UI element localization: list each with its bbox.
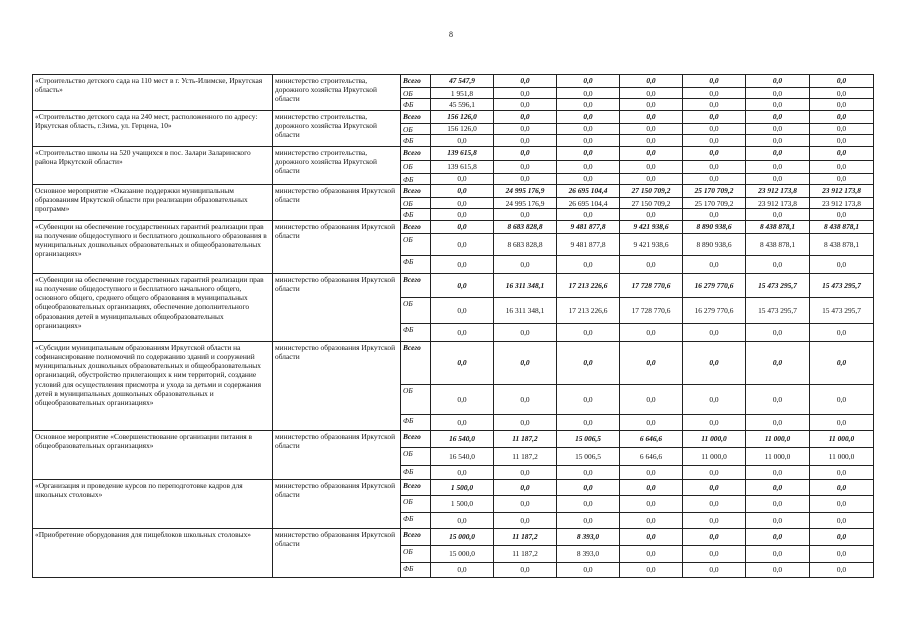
executor: министерство строительства, дорожного хозяйства Иркутской области: [273, 110, 401, 146]
amount-cell: 11 000,0: [683, 430, 746, 447]
amount-cell: 0,0: [494, 323, 557, 341]
amount-cell: 24 995 176,9: [494, 198, 557, 209]
amount-cell: 0,0: [431, 512, 494, 528]
amount-cell: 0,0: [810, 562, 874, 577]
amount-cell: 0,0: [683, 479, 746, 495]
amount-cell: 0,0: [683, 110, 746, 123]
measure-name: «Организация и проведение курсов по переподготовке кадров для школьных столовых»: [33, 479, 273, 528]
amount-cell: 0,0: [557, 123, 620, 134]
measure-name: «Субвенции на обеспечение государственных гарантий реализации прав на получение общедоступного и бесплатного начального общего, основного общего, среднего общего образования в муниципальных общеобразовательных организациях, обеспечение дополнительного образования детей в муниципальных общеобразовательных организациях»: [33, 273, 273, 341]
budget-table: [32, 74, 874, 578]
amount-cell: 0,0: [494, 341, 557, 384]
amount-cell: 0,0: [557, 495, 620, 512]
amount-cell: 15 473 295,7: [746, 297, 810, 323]
amount-cell: 9 421 938,6: [620, 220, 683, 233]
funding-source: ОБ: [401, 233, 431, 255]
amount-cell: 0,0: [431, 185, 494, 198]
funding-source: Всего: [401, 75, 431, 88]
table-row: [33, 110, 874, 123]
amount-cell: 11 187,2: [494, 528, 557, 545]
amount-cell: 0,0: [810, 323, 874, 341]
amount-cell: 0,0: [683, 123, 746, 134]
amount-cell: 0,0: [746, 209, 810, 220]
amount-cell: 11 000,0: [810, 447, 874, 465]
amount-cell: 0,0: [557, 146, 620, 160]
amount-cell: 0,0: [431, 465, 494, 479]
amount-cell: 16 540,0: [431, 447, 494, 465]
amount-cell: 0,0: [431, 198, 494, 209]
executor: министерство образования Иркутской области: [273, 273, 401, 341]
amount-cell: 15 473 295,7: [746, 273, 810, 297]
amount-cell: 0,0: [683, 512, 746, 528]
amount-cell: 8 683 828,8: [494, 220, 557, 233]
amount-cell: 0,0: [557, 99, 620, 110]
funding-source: ОБ: [401, 88, 431, 99]
funding-source: Всего: [401, 110, 431, 123]
amount-cell: 11 000,0: [746, 430, 810, 447]
amount-cell: 27 150 709,2: [620, 185, 683, 198]
amount-cell: 8 890 938,6: [683, 220, 746, 233]
amount-cell: 0,0: [494, 135, 557, 146]
amount-cell: 0,0: [683, 323, 746, 341]
amount-cell: 0,0: [683, 160, 746, 173]
funding-source: ФБ: [401, 414, 431, 430]
amount-cell: 8 683 828,8: [494, 233, 557, 255]
executor: министерство строительства, дорожного хозяйства Иркутской области: [273, 75, 401, 111]
funding-source: ОБ: [401, 384, 431, 414]
amount-cell: 0,0: [810, 528, 874, 545]
amount-cell: 16 279 770,6: [683, 297, 746, 323]
amount-cell: 0,0: [620, 384, 683, 414]
amount-cell: 0,0: [557, 160, 620, 173]
amount-cell: 0,0: [810, 545, 874, 562]
amount-cell: 11 000,0: [746, 447, 810, 465]
funding-source: ОБ: [401, 297, 431, 323]
amount-cell: 0,0: [557, 479, 620, 495]
amount-cell: 15 473 295,7: [810, 273, 874, 297]
amount-cell: 0,0: [810, 495, 874, 512]
amount-cell: 8 438 878,1: [810, 220, 874, 233]
amount-cell: 0,0: [494, 99, 557, 110]
amount-cell: 0,0: [746, 135, 810, 146]
amount-cell: 0,0: [620, 528, 683, 545]
amount-cell: 0,0: [620, 512, 683, 528]
table-row: [33, 185, 874, 198]
amount-cell: 23 912 173,8: [810, 198, 874, 209]
amount-cell: 11 000,0: [810, 430, 874, 447]
amount-cell: 0,0: [810, 341, 874, 384]
amount-cell: 0,0: [746, 512, 810, 528]
amount-cell: 0,0: [683, 146, 746, 160]
amount-cell: 0,0: [494, 562, 557, 577]
funding-source: Всего: [401, 341, 431, 384]
measure-name: «Строительство детского сада на 240 мест, расположенного по адресу: Иркутская область, г.Зима, ул. Герцена, 10»: [33, 110, 273, 146]
amount-cell: 24 995 176,9: [494, 185, 557, 198]
table-row: [33, 273, 874, 297]
amount-cell: 15 000,0: [431, 545, 494, 562]
amount-cell: 23 912 173,8: [746, 198, 810, 209]
amount-cell: 45 596,1: [431, 99, 494, 110]
amount-cell: 156 126,0: [431, 123, 494, 134]
amount-cell: 9 421 938,6: [620, 233, 683, 255]
amount-cell: 0,0: [431, 273, 494, 297]
amount-cell: 0,0: [746, 160, 810, 173]
amount-cell: 0,0: [431, 135, 494, 146]
amount-cell: 0,0: [494, 209, 557, 220]
amount-cell: 11 000,0: [683, 447, 746, 465]
amount-cell: 0,0: [494, 512, 557, 528]
funding-source: ФБ: [401, 512, 431, 528]
funding-source: ОБ: [401, 495, 431, 512]
amount-cell: 0,0: [683, 495, 746, 512]
amount-cell: 0,0: [620, 323, 683, 341]
amount-cell: 0,0: [620, 479, 683, 495]
amount-cell: 0,0: [746, 323, 810, 341]
amount-cell: 8 438 878,1: [810, 233, 874, 255]
amount-cell: 0,0: [557, 255, 620, 273]
amount-cell: 0,0: [557, 209, 620, 220]
funding-source: Всего: [401, 146, 431, 160]
measure-name: «Субсидии муниципальным образованиям Иркутской области на софинансирование полномочий по содержанию зданий и сооружений муниципальных дошкольных образовательных и общеобразовательных организаций, обустройство прилегающих к ним территорий, создание условий для осуществления присмотра и ухода за детьми и содержания детей в муниципальных дошкольных образовательных и общеобразовательных организациях»: [33, 341, 273, 430]
amount-cell: 16 311 348,1: [494, 297, 557, 323]
funding-source: Всего: [401, 528, 431, 545]
amount-cell: 0,0: [494, 160, 557, 173]
amount-cell: 0,0: [431, 173, 494, 184]
amount-cell: 0,0: [683, 255, 746, 273]
amount-cell: 0,0: [494, 465, 557, 479]
funding-source: ОБ: [401, 545, 431, 562]
amount-cell: 0,0: [557, 323, 620, 341]
executor: министерство строительства, дорожного хозяйства Иркутской области: [273, 146, 401, 184]
amount-cell: 0,0: [494, 110, 557, 123]
amount-cell: 17 728 770,6: [620, 273, 683, 297]
funding-source: ОБ: [401, 123, 431, 134]
funding-source: Всего: [401, 430, 431, 447]
amount-cell: 0,0: [746, 255, 810, 273]
amount-cell: 0,0: [746, 341, 810, 384]
amount-cell: 0,0: [557, 88, 620, 99]
amount-cell: 0,0: [683, 209, 746, 220]
amount-cell: 0,0: [494, 495, 557, 512]
table-row: [33, 75, 874, 88]
amount-cell: 0,0: [746, 414, 810, 430]
measure-name: «Субвенции на обеспечение государственных гарантий реализации прав на получение общедоступного и бесплатного дошкольного образования в муниципальных дошкольных образовательных и общеобразовательных организациях»: [33, 220, 273, 273]
amount-cell: 8 890 938,6: [683, 233, 746, 255]
amount-cell: 0,0: [431, 209, 494, 220]
amount-cell: 9 481 877,8: [557, 220, 620, 233]
amount-cell: 0,0: [620, 562, 683, 577]
executor: министерство образования Иркутской области: [273, 528, 401, 577]
measure-name: «Строительство детского сада на 110 мест в г. Усть-Илимске, Иркутская область»: [33, 75, 273, 111]
amount-cell: 0,0: [494, 255, 557, 273]
amount-cell: 0,0: [746, 88, 810, 99]
table-row: [33, 528, 874, 545]
amount-cell: 0,0: [810, 160, 874, 173]
amount-cell: 0,0: [557, 384, 620, 414]
amount-cell: 16 540,0: [431, 430, 494, 447]
amount-cell: 0,0: [746, 75, 810, 88]
funding-source: Всего: [401, 220, 431, 233]
amount-cell: 0,0: [494, 146, 557, 160]
amount-cell: 0,0: [620, 99, 683, 110]
amount-cell: 0,0: [683, 75, 746, 88]
amount-cell: 0,0: [746, 465, 810, 479]
amount-cell: 17 728 770,6: [620, 297, 683, 323]
amount-cell: 25 170 709,2: [683, 185, 746, 198]
amount-cell: 0,0: [557, 173, 620, 184]
amount-cell: 0,0: [683, 562, 746, 577]
amount-cell: 1 500,0: [431, 495, 494, 512]
amount-cell: 0,0: [431, 297, 494, 323]
amount-cell: 0,0: [620, 209, 683, 220]
amount-cell: 0,0: [431, 323, 494, 341]
amount-cell: 0,0: [431, 341, 494, 384]
amount-cell: 0,0: [494, 123, 557, 134]
amount-cell: 0,0: [620, 88, 683, 99]
amount-cell: 0,0: [746, 495, 810, 512]
amount-cell: 0,0: [494, 479, 557, 495]
amount-cell: 0,0: [746, 123, 810, 134]
funding-source: ФБ: [401, 135, 431, 146]
funding-source: Всего: [401, 479, 431, 495]
amount-cell: 0,0: [683, 465, 746, 479]
amount-cell: 0,0: [683, 414, 746, 430]
amount-cell: 0,0: [431, 220, 494, 233]
amount-cell: 0,0: [557, 341, 620, 384]
amount-cell: 26 695 104,4: [557, 185, 620, 198]
amount-cell: 0,0: [620, 495, 683, 512]
amount-cell: 0,0: [746, 562, 810, 577]
amount-cell: 17 213 226,6: [557, 297, 620, 323]
amount-cell: 0,0: [810, 123, 874, 134]
amount-cell: 0,0: [557, 75, 620, 88]
amount-cell: 0,0: [683, 545, 746, 562]
amount-cell: 8 393,0: [557, 528, 620, 545]
amount-cell: 0,0: [431, 562, 494, 577]
funding-source: Всего: [401, 273, 431, 297]
amount-cell: 0,0: [620, 110, 683, 123]
amount-cell: 25 170 709,2: [683, 198, 746, 209]
amount-cell: 0,0: [683, 341, 746, 384]
funding-source: ФБ: [401, 562, 431, 577]
funding-source: ОБ: [401, 160, 431, 173]
amount-cell: 0,0: [620, 135, 683, 146]
amount-cell: 1 500,0: [431, 479, 494, 495]
amount-cell: 0,0: [683, 135, 746, 146]
amount-cell: 0,0: [557, 414, 620, 430]
table-row: [33, 220, 874, 233]
amount-cell: 6 646,6: [620, 447, 683, 465]
amount-cell: 0,0: [494, 173, 557, 184]
amount-cell: 8 393,0: [557, 545, 620, 562]
amount-cell: 0,0: [683, 384, 746, 414]
amount-cell: 0,0: [683, 173, 746, 184]
funding-source: ФБ: [401, 209, 431, 220]
funding-source: ФБ: [401, 173, 431, 184]
amount-cell: 0,0: [557, 135, 620, 146]
funding-source: Всего: [401, 185, 431, 198]
amount-cell: 47 547,9: [431, 75, 494, 88]
funding-source: ОБ: [401, 447, 431, 465]
amount-cell: 17 213 226,6: [557, 273, 620, 297]
page-number: 8: [449, 30, 453, 39]
amount-cell: 0,0: [810, 384, 874, 414]
amount-cell: 0,0: [620, 414, 683, 430]
amount-cell: 11 187,2: [494, 447, 557, 465]
table-row: [33, 146, 874, 160]
amount-cell: 139 615,8: [431, 146, 494, 160]
amount-cell: 0,0: [810, 465, 874, 479]
funding-source: ФБ: [401, 99, 431, 110]
amount-cell: 0,0: [620, 545, 683, 562]
executor: министерство образования Иркутской области: [273, 341, 401, 430]
amount-cell: 0,0: [620, 160, 683, 173]
amount-cell: 0,0: [494, 384, 557, 414]
table-row: [33, 341, 874, 384]
funding-source: ФБ: [401, 465, 431, 479]
amount-cell: 27 150 709,2: [620, 198, 683, 209]
amount-cell: 0,0: [431, 414, 494, 430]
funding-source: ФБ: [401, 323, 431, 341]
amount-cell: 0,0: [810, 110, 874, 123]
funding-source: ФБ: [401, 255, 431, 273]
amount-cell: 0,0: [810, 99, 874, 110]
amount-cell: 0,0: [810, 414, 874, 430]
amount-cell: 8 438 878,1: [746, 220, 810, 233]
amount-cell: 139 615,8: [431, 160, 494, 173]
amount-cell: 0,0: [810, 479, 874, 495]
amount-cell: 1 951,8: [431, 88, 494, 99]
executor: министерство образования Иркутской области: [273, 430, 401, 479]
amount-cell: 0,0: [557, 110, 620, 123]
amount-cell: 11 187,2: [494, 430, 557, 447]
amount-cell: 0,0: [683, 99, 746, 110]
amount-cell: 0,0: [746, 110, 810, 123]
table-row: [33, 430, 874, 447]
executor: министерство образования Иркутской области: [273, 220, 401, 273]
amount-cell: 0,0: [810, 88, 874, 99]
amount-cell: 0,0: [746, 384, 810, 414]
amount-cell: 0,0: [431, 233, 494, 255]
amount-cell: 0,0: [620, 465, 683, 479]
amount-cell: 16 279 770,6: [683, 273, 746, 297]
funding-source: ОБ: [401, 198, 431, 209]
table-row: [33, 479, 874, 495]
amount-cell: 0,0: [620, 173, 683, 184]
amount-cell: 15 473 295,7: [810, 297, 874, 323]
amount-cell: 0,0: [620, 123, 683, 134]
amount-cell: 0,0: [746, 479, 810, 495]
amount-cell: 6 646,6: [620, 430, 683, 447]
amount-cell: 0,0: [810, 173, 874, 184]
amount-cell: 156 126,0: [431, 110, 494, 123]
measure-name: «Строительство школы на 520 учащихся в пос. Залари Заларинского района Иркутской области»: [33, 146, 273, 184]
amount-cell: 0,0: [810, 75, 874, 88]
amount-cell: 0,0: [494, 414, 557, 430]
amount-cell: 0,0: [746, 528, 810, 545]
amount-cell: 0,0: [746, 545, 810, 562]
amount-cell: 15 006,5: [557, 447, 620, 465]
executor: министерство образования Иркутской области: [273, 479, 401, 528]
amount-cell: 0,0: [431, 255, 494, 273]
amount-cell: 0,0: [431, 384, 494, 414]
amount-cell: 0,0: [620, 146, 683, 160]
amount-cell: 0,0: [494, 75, 557, 88]
amount-cell: 0,0: [810, 146, 874, 160]
amount-cell: 0,0: [810, 135, 874, 146]
amount-cell: 0,0: [683, 528, 746, 545]
amount-cell: 9 481 877,8: [557, 233, 620, 255]
amount-cell: 0,0: [746, 146, 810, 160]
amount-cell: 0,0: [620, 75, 683, 88]
amount-cell: 0,0: [810, 255, 874, 273]
amount-cell: 15 006,5: [557, 430, 620, 447]
amount-cell: 0,0: [746, 99, 810, 110]
amount-cell: 0,0: [494, 88, 557, 99]
amount-cell: 0,0: [620, 255, 683, 273]
amount-cell: 0,0: [557, 562, 620, 577]
amount-cell: 26 695 104,4: [557, 198, 620, 209]
amount-cell: 8 438 878,1: [746, 233, 810, 255]
amount-cell: 15 000,0: [431, 528, 494, 545]
amount-cell: 0,0: [683, 88, 746, 99]
measure-name: Основное мероприятие «Совершенствование организации питания в общеобразовательных организациях»: [33, 430, 273, 479]
measure-name: Основное мероприятие «Оказание поддержки муниципальным образованиям Иркутской области при реализации образовательных программ»: [33, 185, 273, 221]
amount-cell: 0,0: [746, 173, 810, 184]
amount-cell: 0,0: [620, 341, 683, 384]
amount-cell: 0,0: [810, 209, 874, 220]
amount-cell: 0,0: [557, 512, 620, 528]
amount-cell: 0,0: [810, 512, 874, 528]
amount-cell: 11 187,2: [494, 545, 557, 562]
measure-name: «Приобретение оборудования для пищеблоков школьных столовых»: [33, 528, 273, 577]
executor: министерство образования Иркутской области: [273, 185, 401, 221]
amount-cell: 0,0: [557, 465, 620, 479]
amount-cell: 23 912 173,8: [746, 185, 810, 198]
amount-cell: 16 311 348,1: [494, 273, 557, 297]
amount-cell: 23 912 173,8: [810, 185, 874, 198]
